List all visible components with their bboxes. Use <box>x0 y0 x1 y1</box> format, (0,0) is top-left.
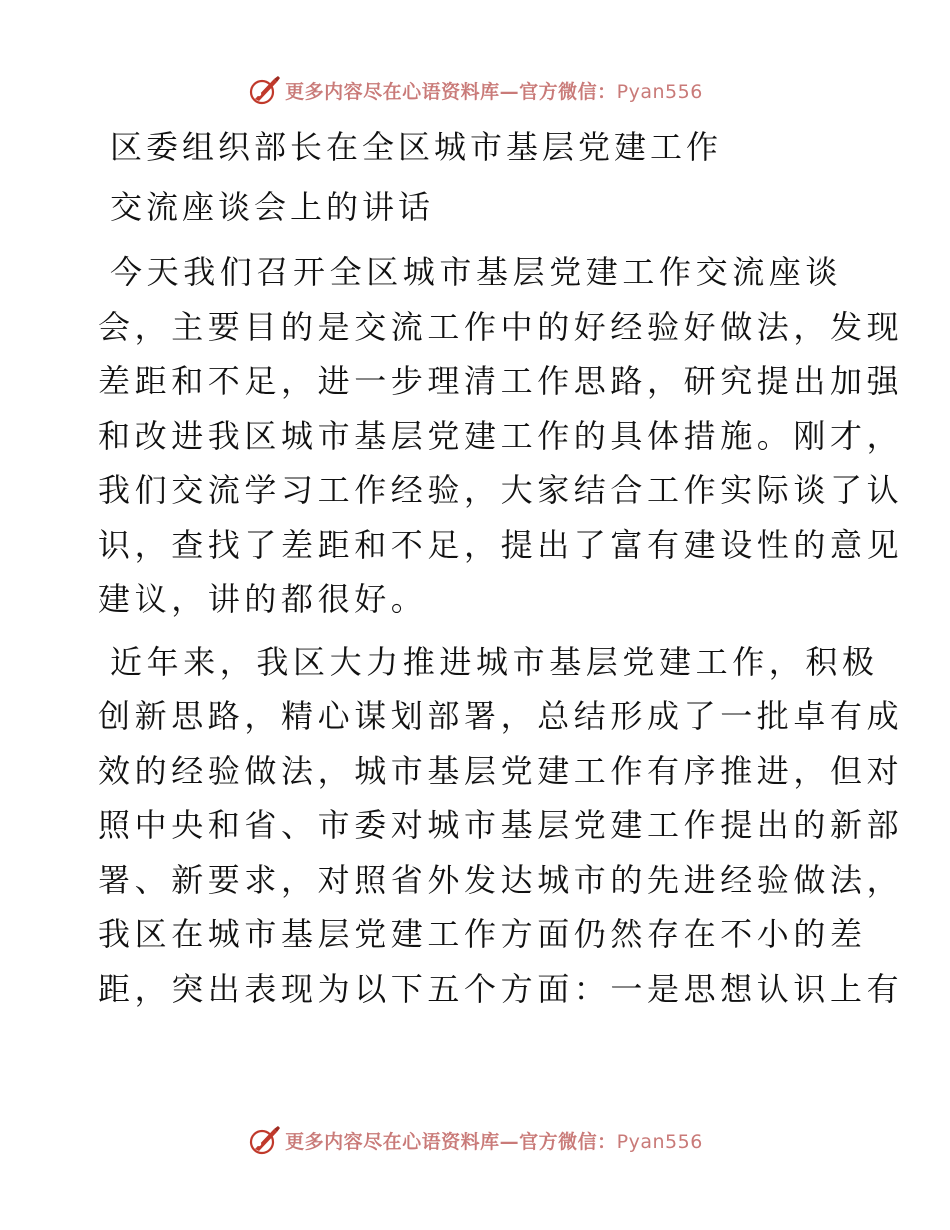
watermark-text <box>285 77 703 104</box>
paragraph-line: 我区在城市基层党建工作方面仍然存在不小的差 <box>98 915 867 953</box>
document-title-line-1: 区委组织部长在全区城市基层党建工作 <box>110 128 723 166</box>
watermark-wechat-id: Pyan556 <box>616 1130 703 1153</box>
document-body <box>98 125 904 1016</box>
watermark-text <box>285 1127 703 1154</box>
watermark-label: 更多内容尽在心语资料库—官方微信： <box>285 80 617 103</box>
paragraph-line: 近年来，我区大力推进城市基层党建工作，积极 <box>110 642 879 681</box>
paragraph-line: 照中央和省、市委对城市基层党建工作提出的新部 <box>98 806 904 844</box>
watermark-label: 更多内容尽在心语资料库—官方微信： <box>285 1130 617 1153</box>
paragraph-2 <box>98 635 904 1017</box>
paragraph-line: 会，主要目的是交流工作中的好经验好做法，发现 <box>98 307 904 346</box>
paragraph-line: 和改进我区城市基层党建工作的具体措施。刚才， <box>98 416 904 455</box>
paragraph-line: 今天我们召开全区城市基层党建工作交流座谈 <box>110 253 843 291</box>
paragraph-line: 建议，讲的都很好。 <box>98 580 428 618</box>
paragraph-line: 效的经验做法，城市基层党建工作有序推进，但对 <box>98 751 904 790</box>
watermark-footer <box>0 1120 950 1160</box>
watermark-wechat-id: Pyan556 <box>616 80 703 103</box>
paragraph-line: 差距和不足，进一步理清工作思路，研究提出加强 <box>98 362 904 400</box>
paragraph-line: 识，查找了差距和不足，提出了富有建设性的意见 <box>98 525 904 564</box>
paragraph-line: 我们交流学习工作经验，大家结合工作实际谈了认 <box>98 471 904 509</box>
quill-pen-logo-icon <box>247 73 281 107</box>
paragraph-line: 署、新要求，对照省外发达城市的先进经验做法， <box>98 860 904 899</box>
paragraph-1 <box>98 245 904 627</box>
document-title-line-2: 交流座谈会上的讲话 <box>110 188 435 226</box>
watermark-header <box>0 70 950 110</box>
quill-pen-logo-icon <box>247 1123 281 1157</box>
paragraph-line: 距，突出表现为以下五个方面：一是思想认识上有 <box>98 969 904 1008</box>
paragraph-line: 创新思路，精心谋划部署，总结形成了一批卓有成 <box>98 697 904 735</box>
